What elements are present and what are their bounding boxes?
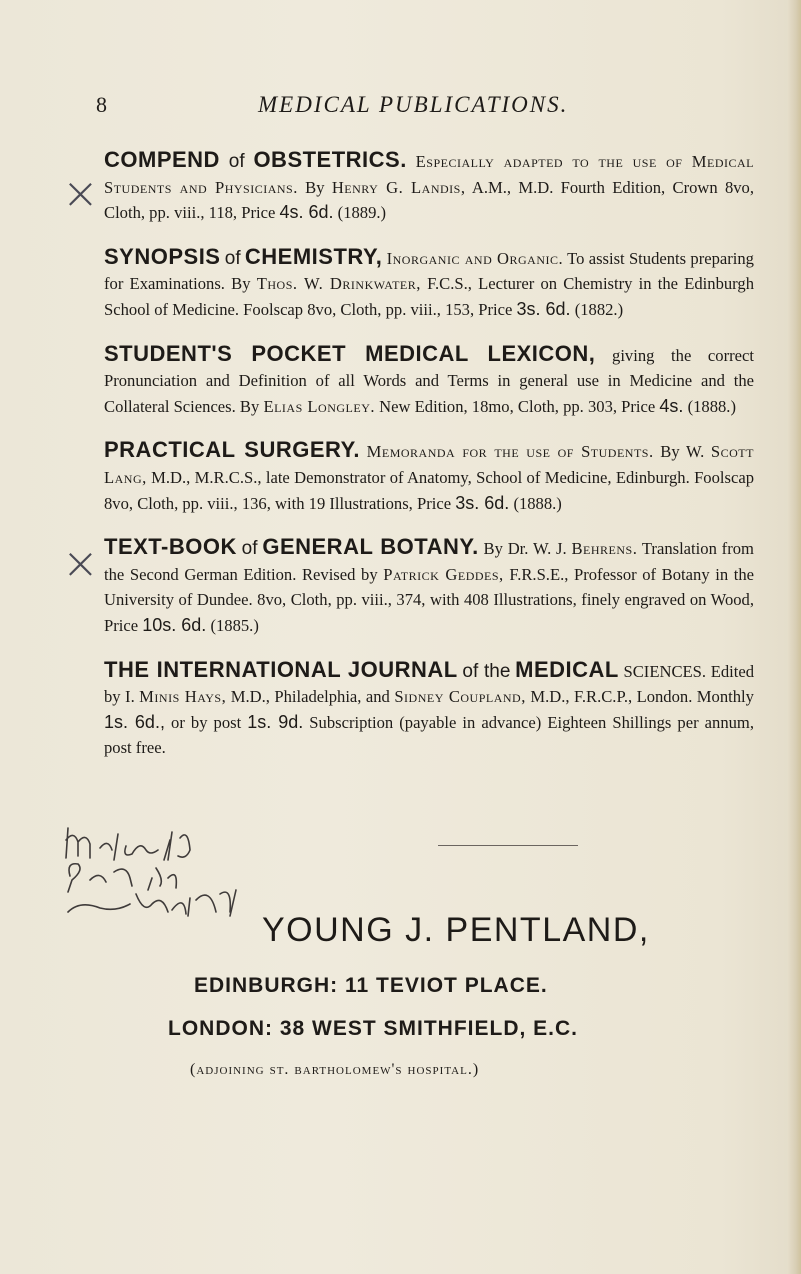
entry-author: Scott Lang,: [104, 442, 754, 487]
entry-author: Henry G. Landis,: [331, 177, 466, 197]
entry-price: 3s. 6d.: [455, 492, 510, 513]
entry-subtitle: Especially adapted to the use of Medical Students and Physicians.: [104, 152, 754, 197]
entry-price: 4s.: [659, 395, 684, 416]
entry-practical-surgery: PRACTICAL SURGERY. Memoranda for the use of Students. By W. Scott Lang, M.D., M.R.C.S., late Demonstrator of Anatomy, School of Medicine, Edinburgh. Foolscap 8vo, Cloth, pp. viii., 136, with 19 Illustrations, Price 3s. 6d. (1888.): [104, 437, 754, 513]
entry-author: Elias Longley.: [263, 396, 376, 416]
entry-author: Thos. W. Drinkwater,: [256, 274, 421, 294]
entry-author: Sidney Coupland,: [394, 687, 526, 707]
entry-year: (1888.): [513, 493, 562, 513]
entry-title: SYNOPSIS: [104, 243, 221, 269]
entry-title: PRACTICAL SURGERY.: [104, 437, 360, 463]
publisher-adjoining-note: (adjoining st. bartholomew's hospital.): [190, 1061, 480, 1078]
entry-subtitle: Memoranda for the use of Students.: [366, 442, 654, 462]
entry-price: 1s. 6d.,: [104, 711, 165, 732]
entry-year: (1885.): [210, 615, 259, 635]
entry-title: TEXT-BOOK: [104, 534, 237, 560]
entry-title: THE INTERNATIONAL JOURNAL: [104, 656, 458, 682]
entry-general-botany: TEXT-BOOK of GENERAL BOTANY. By Dr. W. J. Behrens. Translation from the Second German Edition. Revised by Patrick Geddes, F.R.S.E., Professor of Botany in the University of Dundee. 8vo, Cloth, pp. viii., 374, with 408 Illustrations, finely engraved on Wood, Price 10s. 6d. (1885.): [104, 534, 754, 635]
pencil-cross-mark: ×: [62, 168, 99, 219]
entry-subtitle: Inorganic and Organic.: [386, 248, 564, 268]
publisher-name: YOUNG J. PENTLAND,: [262, 911, 650, 949]
entry-synopsis-chemistry: SYNOPSIS of CHEMISTRY, Inorganic and Organic. To assist Students preparing for Examinations. By Thos. W. Drinkwater, F.C.S., Lecturer on Chemistry in the Edinburgh School of Medicine. Foolscap 8vo, Cloth, pp. viii., 153, Price 3s. 6d. (1882.): [104, 243, 754, 319]
pencil-cross-mark: ×: [62, 538, 99, 589]
entry-year: (1888.): [687, 396, 736, 416]
rule-line: [438, 845, 578, 846]
publication-list: [104, 147, 754, 779]
page-number: 8: [96, 92, 107, 117]
publisher-london-address: LONDON: 38 WEST SMITHFIELD, E.C.: [168, 1017, 579, 1040]
entry-compend-obstetrics: COMPEND of OBSTETRICS. Especially adapted to the use of Medical Students and Physicians. By Henry G. Landis, A.M., M.D. Fourth Edition, Crown 8vo, Cloth, pp. viii., 118, Price 4s. 6d. (1889.): [104, 147, 754, 223]
entry-price: 4s. 6d.: [279, 202, 334, 223]
publisher-edinburgh-address: EDINBURGH: 11 TEVIOT PLACE.: [194, 974, 548, 997]
entry-author: Patrick Geddes,: [383, 564, 504, 584]
entry-price: 3s. 6d.: [516, 298, 571, 319]
page-edge: [787, 0, 801, 1274]
running-title: MEDICAL PUBLICATIONS.: [258, 92, 569, 117]
entry-title: STUDENT'S POCKET MEDICAL LEXICON,: [104, 340, 596, 366]
entry-title: COMPEND: [104, 147, 220, 172]
entry-author: Behrens.: [571, 539, 638, 559]
entry-year: (1889.): [337, 203, 387, 223]
entry-year: (1882.): [574, 299, 624, 319]
entry-author: Minis Hays,: [139, 687, 227, 707]
entry-international-journal: THE INTERNATIONAL JOURNAL of the MEDICAL SCIENCES. Edited by I. Minis Hays, M.D., Philadelphia, and Sidney Coupland, M.D., F.R.C.P., London. Monthly 1s. 6d., or by post 1s. 9d. Subscription (payable in advance) Eighteen Shillings per annum, post free.: [104, 656, 755, 758]
entry-price: 1s. 9d.: [247, 711, 304, 732]
entry-medical-lexicon: STUDENT'S POCKET MEDICAL LEXICON, giving the correct Pronunciation and Definition of all Words and Terms in general use in Medicine and the Collateral Sciences. By Elias Longley. New Edition, 18mo, Cloth, pp. 303, Price 4s. (1888.): [104, 340, 754, 416]
entry-price: 10s. 6d.: [142, 614, 207, 635]
